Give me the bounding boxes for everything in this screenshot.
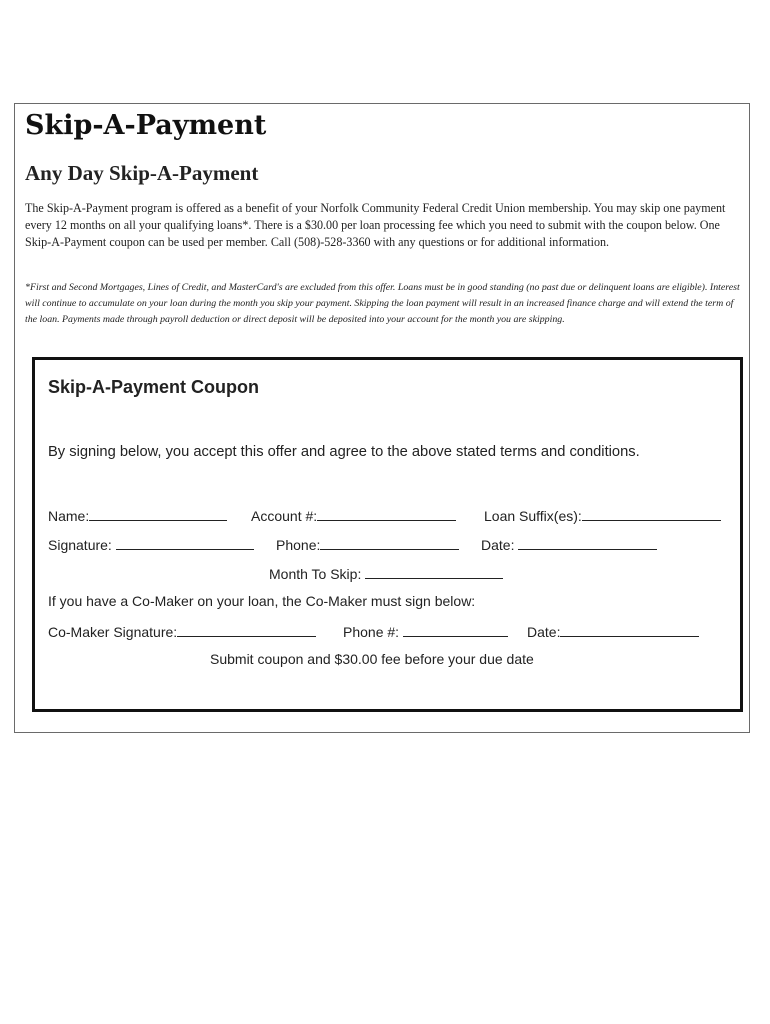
loan-suffix-blank[interactable] [582, 506, 721, 521]
phone-field[interactable] [276, 535, 459, 553]
account-field[interactable] [251, 506, 456, 524]
account-label: Account #: [251, 508, 318, 524]
comaker-phone-field[interactable] [343, 622, 508, 640]
comaker-signature-blank[interactable] [177, 622, 316, 637]
coupon-box [32, 357, 743, 712]
date-field[interactable] [481, 535, 657, 553]
month-to-skip-blank[interactable] [365, 564, 503, 579]
comaker-phone-blank[interactable] [403, 622, 508, 637]
page-title: Skip-A-Payment [25, 110, 267, 141]
loan-suffix-label: Loan Suffix(es): [484, 508, 582, 524]
account-blank[interactable] [317, 506, 456, 521]
comaker-date-blank[interactable] [560, 622, 699, 637]
skip-a-payment-panel [14, 103, 750, 733]
comaker-signature-field[interactable] [48, 622, 316, 640]
disclaimer-paragraph: *First and Second Mortgages, Lines of Credit, and MasterCard's are excluded from this offer. Loans must be in good standing (no past due or delinquent loans are eligible). Interest will continue to accumulate on your loan during the month you skip your payment. Skipping the loan payment will result in an increased finance charge and will extend the term of the loan. Payments made through payroll deduction or direct deposit will be deposited into your account for the month you are skipping. [25, 282, 740, 325]
signature-blank[interactable] [116, 535, 254, 550]
comaker-signature-label: Co-Maker Signature: [48, 624, 178, 640]
comaker-phone-label: Phone #: [343, 624, 403, 640]
intro-paragraph: The Skip-A-Payment program is offered as a benefit of your Norfolk Community Federal Credit Union membership. You may skip one payment every 12 months on all your qualifying loans*. There is a $30.00 per loan processing fee which you need to submit with the coupon below. One Skip-A-Payment coupon can be used per member. Call (508)-528-3360 with any questions or for additional information. [25, 201, 726, 249]
month-to-skip-label: Month To Skip: [269, 566, 366, 582]
submit-note: Submit coupon and $30.00 fee before your due date [210, 651, 534, 667]
signature-field[interactable] [48, 535, 254, 553]
date-label: Date: [481, 537, 519, 553]
phone-blank[interactable] [320, 535, 459, 550]
signature-label: Signature: [48, 537, 116, 553]
comaker-note: If you have a Co-Maker on your loan, the Co-Maker must sign below: [48, 593, 476, 609]
date-blank[interactable] [518, 535, 657, 550]
name-field[interactable] [48, 506, 227, 524]
phone-label: Phone: [276, 537, 321, 553]
name-label: Name: [48, 508, 90, 524]
comaker-date-field[interactable] [527, 622, 699, 640]
coupon-title: Skip-A-Payment Coupon [48, 377, 260, 397]
month-to-skip-field[interactable] [269, 564, 503, 582]
page-subtitle: Any Day Skip-A-Payment [25, 161, 259, 185]
name-blank[interactable] [89, 506, 227, 521]
loan-suffix-field[interactable] [484, 506, 721, 524]
comaker-date-label: Date: [527, 624, 561, 640]
accept-terms-text: By signing below, you accept this offer and agree to the above stated terms and conditions. [48, 444, 640, 460]
